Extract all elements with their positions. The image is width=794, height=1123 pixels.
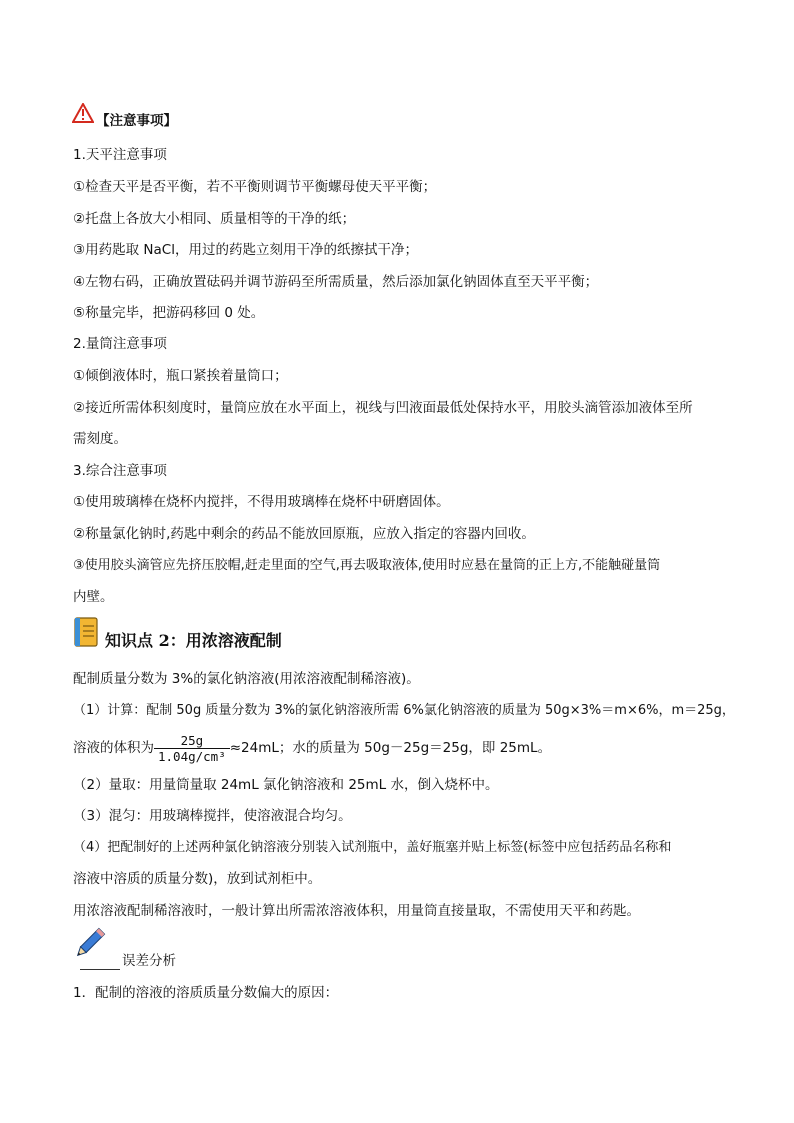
list-item: ②接近所需体积刻度时，量筒应放在水平面上，视线与凹液面最低处保持水平，用胶头滴管添加液体至所 [73, 400, 693, 416]
list-item: ③使用胶头滴管应先挤压胶帽,赶走里面的空气,再去吸取液体,使用时应悬在量筒的正上方,不能触碰量筒 [73, 558, 661, 573]
list-item: ⑤称量完毕，把游码移回 0 处。 [73, 305, 265, 321]
error-heading-rule [80, 969, 120, 970]
notes-heading: 【注意事项】 [96, 113, 177, 129]
list-item: ③用药匙取 NaCl，用过的药匙立刻用干净的纸擦拭干净； [73, 242, 418, 258]
fraction-numerator: 25g [154, 733, 230, 749]
list-item: ①倾倒液体时，瓶口紧挨着量筒口； [73, 368, 288, 384]
fraction-denominator: 1.04g/cm³ [158, 748, 226, 764]
pencil-icon [72, 926, 106, 962]
kp2-step3: （3）混匀：用玻璃棒搅拌，使溶液混合均匀。 [73, 808, 352, 824]
kp2-step2: （2）量取：用量筒量取 24mL 氯化钠溶液和 25mL 水，倒入烧杯中。 [73, 777, 499, 793]
kp2-intro: 配制质量分数为 3%的氯化钠溶液(用浓溶液配制稀溶液)。 [73, 671, 420, 687]
kp2-calc-line2 [73, 730, 551, 766]
section2-title: 2.量筒注意事项 [73, 336, 167, 352]
error-heading: 误差分析 [122, 953, 176, 969]
error-item1: 1．配制的溶液的溶质质量分数偏大的原因： [73, 985, 339, 1001]
kp2-step4b: 溶液中溶质的质量分数)，放到试剂柜中。 [73, 871, 322, 887]
list-item: 内壁。 [73, 589, 114, 605]
kp2-summary: 用浓溶液配制稀溶液时，一般计算出所需浓溶液体积，用量筒直接量取，不需使用天平和药匙。 [73, 903, 640, 919]
list-item: ①使用玻璃棒在烧杯内搅拌，不得用玻璃棒在烧杯中研磨固体。 [73, 494, 450, 510]
calc-volume-result: ≈24mL；水的质量为 50g－25g＝25g，即 25mL。 [229, 740, 552, 756]
list-item: 需刻度。 [73, 431, 127, 447]
list-item: ①检查天平是否平衡，若不平衡则调节平衡螺母使天平平衡； [73, 179, 437, 195]
volume-fraction [154, 733, 230, 764]
kp2-calc-line1: （1）计算：配制 50g 质量分数为 3%的氯化钠溶液所需 6%氯化钠溶液的质量为 50g×3%＝m×6%，m＝25g， [73, 703, 735, 718]
kp2-title: 知识点 2：用浓溶液配制 [105, 631, 282, 650]
warning-icon [72, 103, 94, 123]
list-item: ②称量氯化钠时,药匙中剩余的药品不能放回原瓶，应放入指定的容器内回收。 [73, 526, 535, 542]
list-item: ②托盘上各放大小相同、质量相等的干净的纸； [73, 211, 356, 227]
section1-title: 1.天平注意事项 [73, 147, 167, 163]
kp2-step4a: （4）把配制好的上述两种氯化钠溶液分别装入试剂瓶中，盖好瓶塞并贴上标签(标签中应包括药品名称和 [73, 840, 672, 855]
section3-title: 3.综合注意事项 [73, 463, 167, 479]
calc-volume-label: 溶液的体积为 [73, 740, 154, 756]
book-icon [73, 616, 101, 648]
list-item: ④左物右码，正确放置砝码并调节游码至所需质量，然后添加氯化钠固体直至天平平衡； [73, 274, 599, 290]
